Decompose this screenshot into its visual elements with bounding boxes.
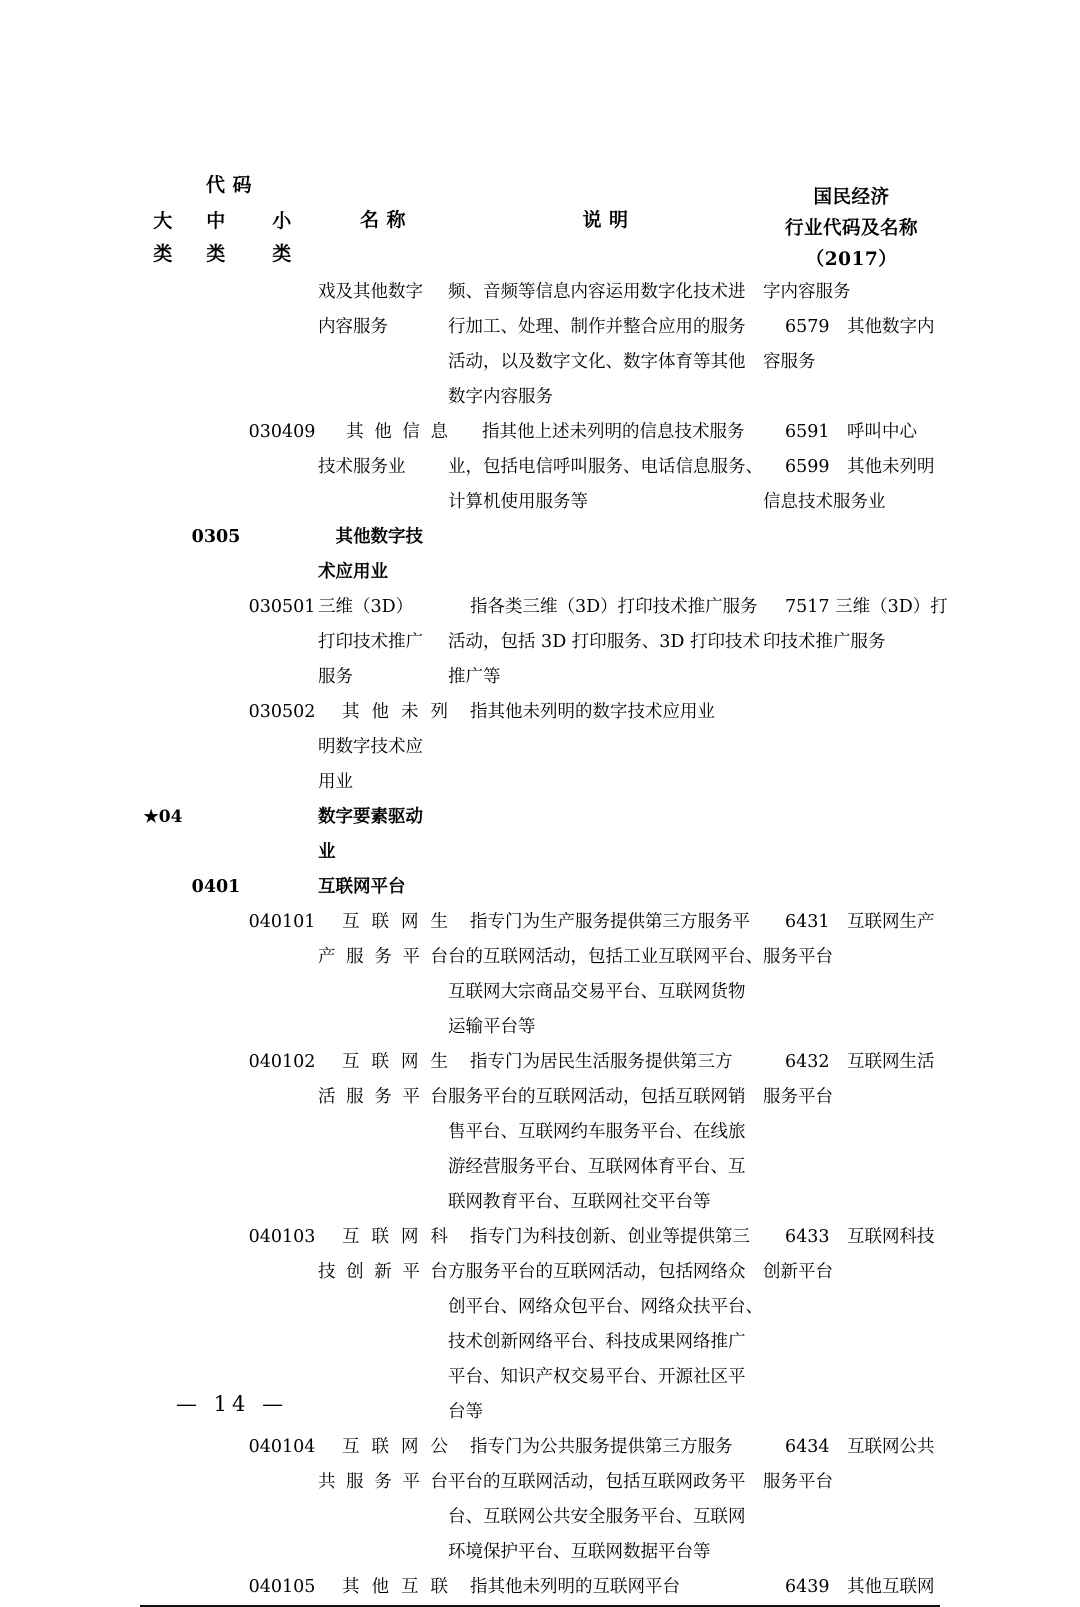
name-line: 其他未列 — [342, 702, 448, 722]
cell-major — [140, 275, 186, 415]
cell-name — [318, 1220, 448, 1430]
desc-line: 台、互联网公共安全服务平台、互联网 — [448, 1507, 746, 1527]
industry-line: 容服务 — [763, 352, 816, 372]
name-line: 三维（3D） — [318, 597, 414, 617]
desc-line: 台等 — [448, 1402, 483, 1422]
minor-code: 040104 — [248, 1437, 316, 1457]
desc-line: 频、音频等信息内容运用数字化技术进 — [448, 282, 746, 302]
desc-line: 服务平台的互联网活动，包括互联网销 — [448, 1087, 746, 1107]
cell-minor — [246, 275, 318, 415]
cell-middle — [186, 1430, 246, 1570]
cell-desc — [448, 590, 763, 695]
cell-name — [318, 800, 448, 870]
cell-major — [140, 590, 186, 695]
cell-name — [318, 1570, 448, 1605]
table-row — [140, 520, 940, 590]
industry-line: 印技术推广服务 — [763, 632, 886, 652]
cell-industry — [763, 1570, 940, 1605]
industry-line: 6433 互联网科技 — [785, 1227, 935, 1247]
desc-line: 技术创新网络平台、科技成果网络推广 — [448, 1332, 746, 1352]
cell-name — [318, 520, 448, 590]
name-line: 产服务平台 — [318, 947, 448, 967]
header-middle-line-1: 中 — [206, 210, 226, 233]
classification-table — [140, 168, 948, 1605]
cell-industry — [763, 275, 940, 415]
cell-middle — [186, 695, 246, 800]
header-middle-line-2: 类 — [206, 243, 226, 266]
desc-line: 台的互联网活动，包括工业互联网平台、 — [448, 947, 763, 967]
cell-desc — [448, 870, 763, 905]
name-line: 其他数字技 — [318, 527, 423, 547]
cell-industry — [763, 905, 940, 1045]
desc-line: 计算机使用服务等 — [448, 492, 588, 512]
minor-code: 040101 — [248, 912, 316, 932]
header-industry-line-3: （2017） — [805, 249, 898, 270]
desc-line: 指专门为科技创新、创业等提供第三 — [470, 1227, 750, 1247]
name-line: 技术服务业 — [318, 457, 406, 477]
cell-industry — [763, 1220, 940, 1430]
cell-desc — [448, 1570, 763, 1605]
cell-industry — [763, 800, 940, 870]
cell-middle — [186, 800, 246, 870]
cell-minor — [246, 520, 318, 590]
cell-name — [318, 905, 448, 1045]
cell-minor — [246, 1570, 318, 1605]
cell-middle — [186, 905, 246, 1045]
cell-major — [140, 520, 186, 590]
industry-line: 字内容服务 — [763, 282, 851, 302]
cell-minor — [246, 590, 318, 695]
header-major-cell — [140, 205, 186, 275]
desc-line: 互联网大宗商品交易平台、互联网货物 — [448, 982, 746, 1002]
cell-desc — [448, 905, 763, 1045]
name-line: 术应用业 — [318, 562, 388, 582]
desc-line: 指专门为生产服务提供第三方服务平 — [470, 912, 750, 932]
cell-major — [140, 800, 186, 870]
name-line: 共服务平台 — [318, 1472, 448, 1492]
header-industry-line-1: 国民经济 — [813, 187, 890, 208]
major-code: ★04 — [143, 807, 183, 827]
name-line: 明数字技术应 — [318, 737, 423, 757]
table-header — [140, 168, 940, 275]
industry-line: 信息技术服务业 — [763, 492, 886, 512]
header-desc-label: 说 明 — [582, 209, 629, 231]
name-line: 互联网生 — [342, 1052, 448, 1072]
header-name-cell — [318, 168, 448, 275]
name-line: 互联网科 — [342, 1227, 448, 1247]
cell-desc — [448, 695, 763, 800]
cell-name — [318, 275, 448, 415]
header-industry-line-2: 行业代码及名称 — [784, 218, 918, 239]
minor-code: 040103 — [248, 1227, 316, 1247]
header-minor-line-2: 类 — [272, 243, 292, 266]
table-row — [140, 415, 940, 520]
name-line: 其他信息 — [318, 422, 448, 442]
minor-code: 040105 — [248, 1577, 316, 1597]
cell-minor — [246, 695, 318, 800]
table-row — [140, 275, 940, 415]
desc-line: 联网教育平台、互联网社交平台等 — [448, 1192, 711, 1212]
cell-industry — [763, 695, 940, 800]
desc-line: 平台、知识产权交易平台、开源社区平 — [448, 1367, 746, 1387]
cell-industry — [763, 520, 940, 590]
cell-name — [318, 1045, 448, 1220]
table-row — [140, 1430, 940, 1570]
header-major-line-2: 类 — [153, 243, 173, 266]
industry-line: 服务平台 — [763, 1087, 833, 1107]
industry-line: 6579 其他数字内 — [785, 317, 935, 337]
cell-middle — [186, 520, 246, 590]
industry-line: 服务平台 — [763, 1472, 833, 1492]
industry-line: 6439 其他互联网 — [785, 1577, 935, 1597]
industry-line: 7517 三维（3D）打 — [785, 597, 948, 617]
header-minor-line-1: 小 — [272, 210, 292, 233]
middle-code: 0305 — [191, 527, 241, 547]
desc-line: 业，包括电信呼叫服务、电话信息服务、 — [448, 457, 763, 477]
header-major-line-1: 大 — [153, 210, 173, 233]
industry-line: 6431 互联网生产 — [785, 912, 935, 932]
cell-desc — [448, 1045, 763, 1220]
desc-line: 环境保护平台、互联网数据平台等 — [448, 1542, 711, 1562]
cell-name — [318, 1430, 448, 1570]
cell-desc — [448, 275, 763, 415]
cell-middle — [186, 1570, 246, 1605]
name-line: 互联网公 — [342, 1437, 448, 1457]
industry-line: 6591 呼叫中心 — [785, 422, 918, 442]
desc-line: 指其他未列明的数字技术应用业 — [470, 702, 715, 722]
minor-code: 030502 — [248, 702, 316, 722]
cell-middle — [186, 275, 246, 415]
name-line: 互联网生 — [342, 912, 448, 932]
table-row — [140, 870, 940, 905]
cell-major — [140, 1045, 186, 1220]
desc-line: 指其他上述未列明的信息技术服务 — [482, 422, 745, 442]
desc-line: 运输平台等 — [448, 1017, 536, 1037]
table-row — [140, 905, 940, 1045]
table-header-row-1 — [140, 168, 940, 205]
cell-major — [140, 870, 186, 905]
cell-middle — [186, 1045, 246, 1220]
cell-major — [140, 415, 186, 520]
cell-industry — [763, 870, 940, 905]
name-line: 数字要素驱动 — [318, 807, 423, 827]
header-industry-cell — [763, 168, 940, 275]
cell-name — [318, 590, 448, 695]
desc-line: 指其他未列明的互联网平台 — [470, 1577, 680, 1597]
name-line: 技创新平台 — [318, 1262, 448, 1282]
name-line: 打印技术推广 — [318, 632, 423, 652]
desc-line: 售平台、互联网约车服务平台、在线旅 — [448, 1122, 746, 1142]
desc-line: 游经营服务平台、互联网体育平台、互 — [448, 1157, 746, 1177]
cell-name — [318, 870, 448, 905]
desc-line: 方服务平台的互联网活动，包括网络众 — [448, 1262, 746, 1282]
minor-code: 030501 — [248, 597, 316, 617]
industry-line: 6599 其他未列明 — [785, 457, 935, 477]
cell-major — [140, 1570, 186, 1605]
cell-minor — [246, 415, 318, 520]
industry-line: 创新平台 — [763, 1262, 833, 1282]
table-row — [140, 695, 940, 800]
cell-middle — [186, 870, 246, 905]
header-code-group: 代 码 — [205, 174, 253, 196]
header-desc-cell — [448, 168, 763, 275]
table-row — [140, 1045, 940, 1220]
industry-line: 6434 互联网公共 — [785, 1437, 935, 1457]
name-line: 活服务平台 — [318, 1087, 448, 1107]
desc-line: 创平台、网络众包平台、网络众扶平台、 — [448, 1297, 763, 1317]
name-line: 用业 — [318, 772, 353, 792]
cell-name — [318, 415, 448, 520]
industry-line: 6432 互联网生活 — [785, 1052, 935, 1072]
page-folio: — 14 — — [176, 1392, 289, 1416]
classification-table-wrapper — [140, 168, 948, 1605]
desc-line: 活动，以及数字文化、数字体育等其他 — [448, 352, 746, 372]
desc-line: 推广等 — [448, 667, 501, 687]
cell-major — [140, 1430, 186, 1570]
header-name-label: 名 称 — [359, 209, 407, 231]
middle-code: 0401 — [191, 877, 241, 897]
name-line: 服务 — [318, 667, 353, 687]
table-row — [140, 590, 940, 695]
cell-desc — [448, 1430, 763, 1570]
cell-industry — [763, 1430, 940, 1570]
cell-desc — [448, 520, 763, 590]
cell-desc — [448, 800, 763, 870]
cell-major — [140, 905, 186, 1045]
desc-line: 指专门为居民生活服务提供第三方 — [470, 1052, 733, 1072]
cell-minor — [246, 800, 318, 870]
cell-minor — [246, 1430, 318, 1570]
name-line: 互联网平台 — [318, 877, 406, 897]
cell-desc — [448, 1220, 763, 1430]
cell-middle — [186, 590, 246, 695]
cell-name — [318, 695, 448, 800]
minor-code: 030409 — [248, 422, 316, 442]
name-line: 业 — [318, 842, 336, 862]
table-row — [140, 800, 940, 870]
cell-industry — [763, 590, 948, 695]
desc-line: 行加工、处理、制作并整合应用的服务 — [448, 317, 746, 337]
cell-desc — [448, 415, 763, 520]
cell-minor — [246, 905, 318, 1045]
desc-line: 数字内容服务 — [448, 387, 553, 407]
cell-middle — [186, 415, 246, 520]
desc-line: 指各类三维（3D）打印技术推广服务 — [470, 597, 758, 617]
header-minor-cell — [246, 205, 318, 275]
name-line: 内容服务 — [318, 317, 388, 337]
name-line: 其他互联 — [342, 1577, 448, 1597]
minor-code: 040102 — [248, 1052, 316, 1072]
cell-minor — [246, 1045, 318, 1220]
industry-line: 服务平台 — [763, 947, 833, 967]
cell-industry — [763, 1045, 940, 1220]
header-middle-cell — [186, 205, 246, 275]
name-line: 戏及其他数字 — [318, 282, 423, 302]
table-row — [140, 1570, 940, 1605]
desc-line: 活动，包括 3D 打印服务、3D 打印技术 — [448, 632, 761, 652]
cell-major — [140, 695, 186, 800]
desc-line: 平台的互联网活动，包括互联网政务平 — [448, 1472, 746, 1492]
cell-minor — [246, 870, 318, 905]
desc-line: 指专门为公共服务提供第三方服务 — [470, 1437, 733, 1457]
cell-industry — [763, 415, 940, 520]
